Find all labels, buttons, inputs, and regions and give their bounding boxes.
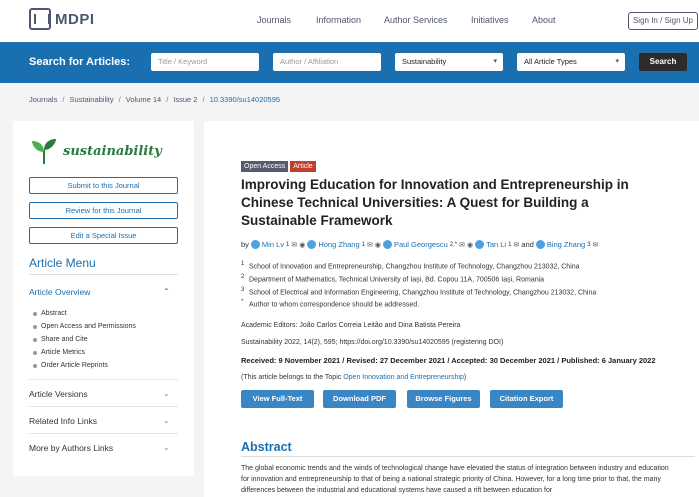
breadcrumb-doi: 10.3390/su14020595 [209,95,281,104]
mail-icon[interactable]: ✉ [291,241,298,249]
overview-abstract[interactable] [33,310,67,317]
article-overview-toggle[interactable]: Article Overview [29,287,91,297]
sidebar [13,121,194,476]
divider [29,433,178,434]
affiliation-num: 3 [241,287,245,293]
article-type-select[interactable] [517,53,625,71]
leaf-icon [29,136,59,166]
affiliation-text: School of Innovation and Entrepreneurship, Changzhou Institute of Technology, Changzhou 213032, China [249,263,580,271]
and-label: and [521,240,534,249]
journal-select[interactable] [395,53,503,71]
author-sup: 1 [286,241,290,248]
mail-icon[interactable]: ✉ [592,241,599,249]
article-main [204,121,699,497]
author-icon [251,240,260,249]
chevron-down-icon[interactable]: ⌄ [163,416,170,425]
overview-item-label: Open Access and Permissions [41,323,136,330]
affiliation-num: 1 [241,261,245,267]
chevron-up-icon[interactable]: ⌃ [163,287,170,296]
breadcrumb-journals[interactable]: Journals [29,95,58,104]
top-navbar [0,0,699,42]
overview-open-access[interactable] [33,323,136,330]
chevron-down-icon[interactable]: ⌄ [163,389,170,398]
submit-journal-button[interactable]: Submit to this Journal [29,177,178,194]
breadcrumb: Journals / Sustainability / Volume 14 / Issue 2 / 10.3390/su14020595 [29,95,281,104]
article-badges [241,161,316,172]
topic-prefix: (This article belongs to the Topic [241,374,342,381]
academic-editors: Academic Editors: João Carlos Correia Leitão and Dina Batista Pereira [241,322,461,329]
author-name: Bing Zhang [546,240,586,249]
author-icon [475,240,484,249]
bullet-icon [33,325,37,329]
overview-item-label: Share and Cite [41,336,88,343]
author-affiliation-input[interactable]: Author / Affiliation [273,53,381,71]
author-name: Hong Zhang [318,240,360,249]
article-type-badge: Article [290,161,315,172]
search-button[interactable]: Search [639,53,687,71]
affiliation-text: Department of Mathematics, Technical University of Iași, Bd. Copou 11A, 700506 Iași, Romania [249,276,545,284]
author-link[interactable] [383,240,448,249]
author-list [241,240,598,249]
related-info-links-toggle[interactable]: Related Info Links [29,416,98,426]
search-bar [0,42,699,83]
divider [29,379,178,380]
bullet-icon [33,338,37,342]
mail-icon[interactable]: ✉ [513,241,520,249]
breadcrumb-issue[interactable]: Issue 2 [173,95,198,104]
author-icon [536,240,545,249]
journal-select-value: Sustainability [402,57,447,66]
browse-figures-button[interactable]: Browse Figures [407,390,480,408]
affiliation [241,274,544,283]
breadcrumb-sustainability[interactable]: Sustainability [69,95,114,104]
chevron-down-icon: ▾ [493,58,497,65]
nav-author-services[interactable]: Author Services [384,15,448,25]
author-name: Min Lv [261,240,285,249]
view-full-text-button[interactable]: View Full-Text [241,390,314,408]
author-sup: 1 [361,241,365,248]
divider [241,456,695,457]
journal-logo[interactable] [29,136,162,166]
open-access-badge: Open Access [241,161,288,172]
article-type-value: All Article Types [524,57,577,66]
logo-text: MDPI [55,10,95,28]
title-keyword-input[interactable]: Title / Keyword [151,53,259,71]
affiliation-text: School of Electrical and Information Engineering, Changzhou Institute of Technology, Changzhou 213032, China [249,289,597,297]
chevron-down-icon[interactable]: ⌄ [163,443,170,452]
mdpi-logo-icon [29,8,51,30]
citation-line: Sustainability 2022, 14(2), 595; https://doi.org/10.3390/su14020595 (registering DOI) [241,339,504,346]
citation-export-button[interactable]: Citation Export [490,390,563,408]
topic-line [241,374,466,381]
nav-about[interactable]: About [532,15,556,25]
author-link[interactable] [251,240,284,249]
review-journal-button[interactable]: Review for this Journal [29,202,178,219]
author-sup: 3 [587,241,591,248]
abstract-heading: Abstract [241,440,292,454]
orcid-icon[interactable]: ◉ [466,241,474,249]
overview-share-cite[interactable] [33,336,88,343]
author-link[interactable] [475,240,506,249]
publication-dates: Received: 9 November 2021 / Revised: 27 December 2021 / Accepted: 30 December 2021 / Published: 6 January 2022 [241,356,656,365]
topic-suffix: ) [463,374,467,381]
bullet-icon [33,351,37,355]
author-icon [383,240,392,249]
nav-journals[interactable]: Journals [257,15,292,25]
author-name: Tan Li [486,240,507,249]
mail-icon[interactable]: ✉ [366,241,373,249]
affiliation [241,287,596,296]
nav-initiatives[interactable]: Initiatives [471,15,509,25]
affiliation [241,299,419,308]
nav-information[interactable]: Information [316,15,362,25]
article-versions-toggle[interactable]: Article Versions [29,389,88,399]
mail-icon[interactable]: ✉ [459,241,465,249]
divider [29,406,178,407]
search-title: Search for Articles: [29,56,131,68]
overview-item-label: Article Metrics [41,349,85,356]
breadcrumb-volume[interactable]: Volume 14 [125,95,162,104]
overview-article-metrics[interactable] [33,349,85,356]
author-link[interactable] [307,240,359,249]
more-by-authors-toggle[interactable]: More by Authors Links [29,443,114,453]
edit-special-issue-button[interactable]: Edit a Special Issue [29,227,178,244]
journal-name: sustainability [63,143,162,159]
divider [29,274,178,275]
affiliation-num: 2 [241,274,245,280]
overview-item-label: Order Article Reprints [41,362,108,369]
overview-item-label: Abstract [41,310,67,317]
author-link[interactable] [536,240,585,249]
article-menu-title: Article Menu [29,256,96,270]
topic-link[interactable]: Open Innovation and Entrepreneurship [343,374,464,381]
article-title: Improving Education for Innovation and Entrepreneurship in Chinese Technical Universities: A Quest for Building a Sustainable Framework [241,177,629,228]
download-pdf-button[interactable]: Download PDF [323,390,396,408]
affiliation-num: * [241,299,244,305]
bullet-icon [33,364,37,368]
author-name: Paul Georgescu [393,240,448,249]
author-sup: 2,* [449,241,458,248]
mdpi-logo[interactable] [29,8,95,30]
orcid-icon[interactable]: ◉ [299,241,306,249]
affiliation [241,261,580,270]
author-sup: 1 [508,241,512,248]
orcid-icon[interactable]: ◉ [374,241,381,249]
affiliation-text: Author to whom correspondence should be addressed. [249,301,420,309]
by-label: by [241,240,249,249]
sign-in-button[interactable]: Sign In / Sign Up [628,12,698,30]
bullet-icon [33,312,37,316]
author-icon [307,240,316,249]
chevron-down-icon: ▾ [615,58,619,65]
overview-order-reprints[interactable] [33,362,108,369]
abstract-text: The global economic trends and the winds of technological change have elevated the status of integration between industry and education for innovation and entrepreneurship to that of being a national strategic priority of China. However, for a long time prior to that, the many differences between the industrial and educational systems have caused a rift between education for [241,465,669,494]
